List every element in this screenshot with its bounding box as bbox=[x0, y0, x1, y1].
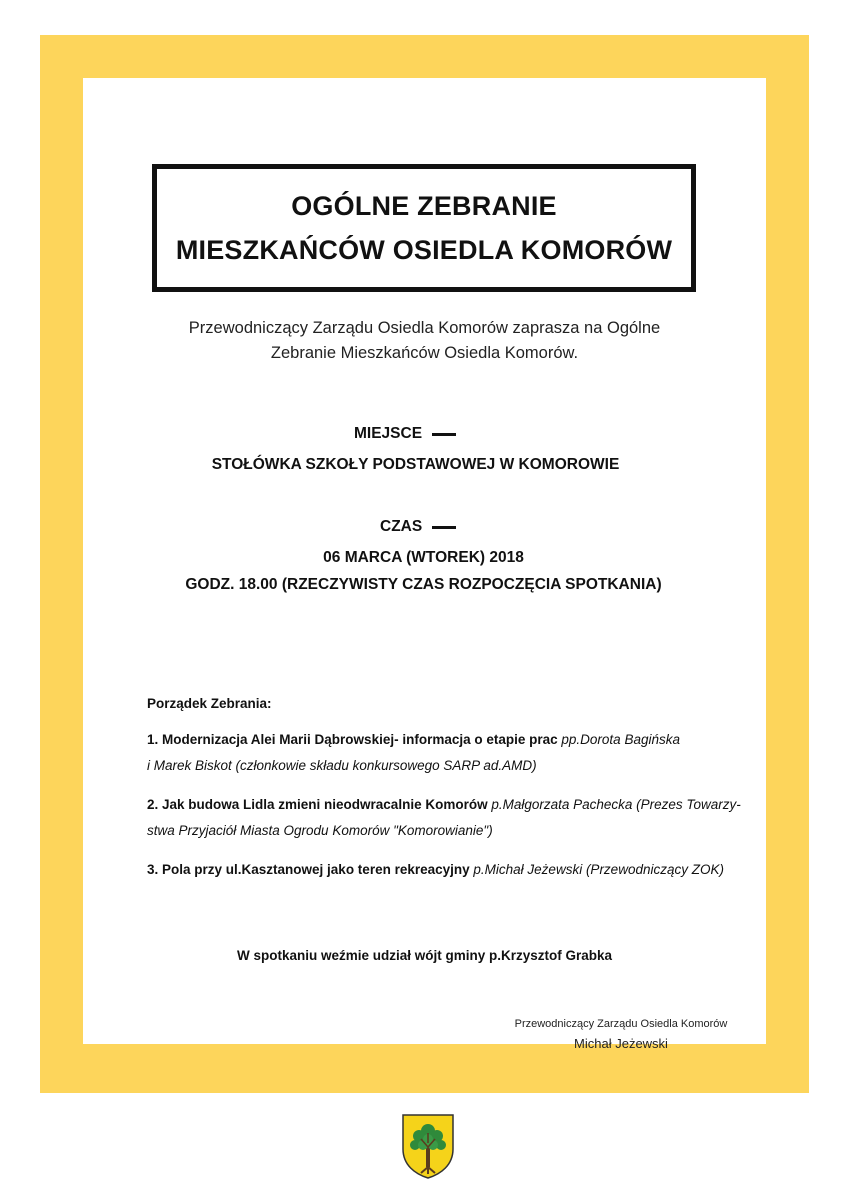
intro-line-2: Zebranie Mieszkańców Osiedla Komorów. bbox=[270, 344, 579, 362]
place-label-row bbox=[354, 425, 456, 443]
poster-sheet bbox=[83, 78, 766, 1051]
agenda-item-3 bbox=[147, 857, 747, 883]
coat-of-arms-icon bbox=[401, 1113, 455, 1179]
agenda-heading-text: Porządek Zebrania: bbox=[147, 696, 272, 711]
mayor-note: W spotkaniu weźmie udział wójt gminy p.Krzysztof Grabka bbox=[236, 948, 613, 963]
time-label-row bbox=[380, 518, 456, 536]
title-box bbox=[152, 164, 696, 292]
agenda-item-topic: 1. Modernizacja Alei Marii Dąbrowskiej- informacja o etapie prac bbox=[147, 732, 558, 747]
agenda-item-2 bbox=[147, 792, 747, 844]
dash-icon bbox=[432, 433, 456, 436]
agenda-item-topic: 3. Pola przy ul.Kasztanowej jako teren rekreacyjny bbox=[147, 862, 470, 877]
intro-line-1: Przewodniczący Zarządu Osiedla Komorów zaprasza na Ogólne bbox=[188, 319, 661, 337]
time-date: 06 MARCA (WTOREK) 2018 bbox=[323, 549, 524, 566]
intro-text bbox=[143, 316, 706, 366]
signature-title: Przewodniczący Zarządu Osiedla Komorów bbox=[514, 1018, 728, 1030]
time-hour: GODZ. 18.00 (RZECZYWISTY CZAS ROZPOCZĘCIA SPOTKANIA) bbox=[185, 576, 662, 593]
title-line-1: OGÓLNE ZEBRANIE bbox=[291, 191, 557, 221]
dash-icon bbox=[432, 526, 456, 529]
time-label: CZAS bbox=[380, 518, 423, 535]
agenda-item-speaker: i Marek Biskot (członkowie składu konkursowego SARP ad.AMD) bbox=[147, 758, 537, 773]
agenda-item-speaker: pp.Dorota Bagińska bbox=[561, 732, 680, 747]
place-label: MIEJSCE bbox=[354, 425, 423, 442]
agenda-item-speaker: stwa Przyjaciół Miasta Ogrodu Komorów "Komorowianie") bbox=[147, 823, 493, 838]
agenda-item-speaker: p.Małgorzata Pachecka (Prezes Towarzy- bbox=[491, 797, 741, 812]
agenda-item-topic: 2. Jak budowa Lidla zmieni nieodwracalnie Komorów bbox=[147, 797, 488, 812]
agenda-item-speaker: p.Michał Jeżewski (Przewodniczący ZOK) bbox=[473, 862, 724, 877]
agenda-item-1 bbox=[147, 727, 747, 779]
agenda-heading bbox=[147, 691, 747, 717]
title-line-2: MIESZKAŃCÓW OSIEDLA KOMORÓW bbox=[175, 235, 673, 265]
place-value: STOŁÓWKA SZKOŁY PODSTAWOWEJ W KOMOROWIE bbox=[211, 456, 620, 473]
signature-name: Michał Jeżewski bbox=[574, 1036, 668, 1051]
yellow-frame bbox=[40, 35, 809, 1093]
